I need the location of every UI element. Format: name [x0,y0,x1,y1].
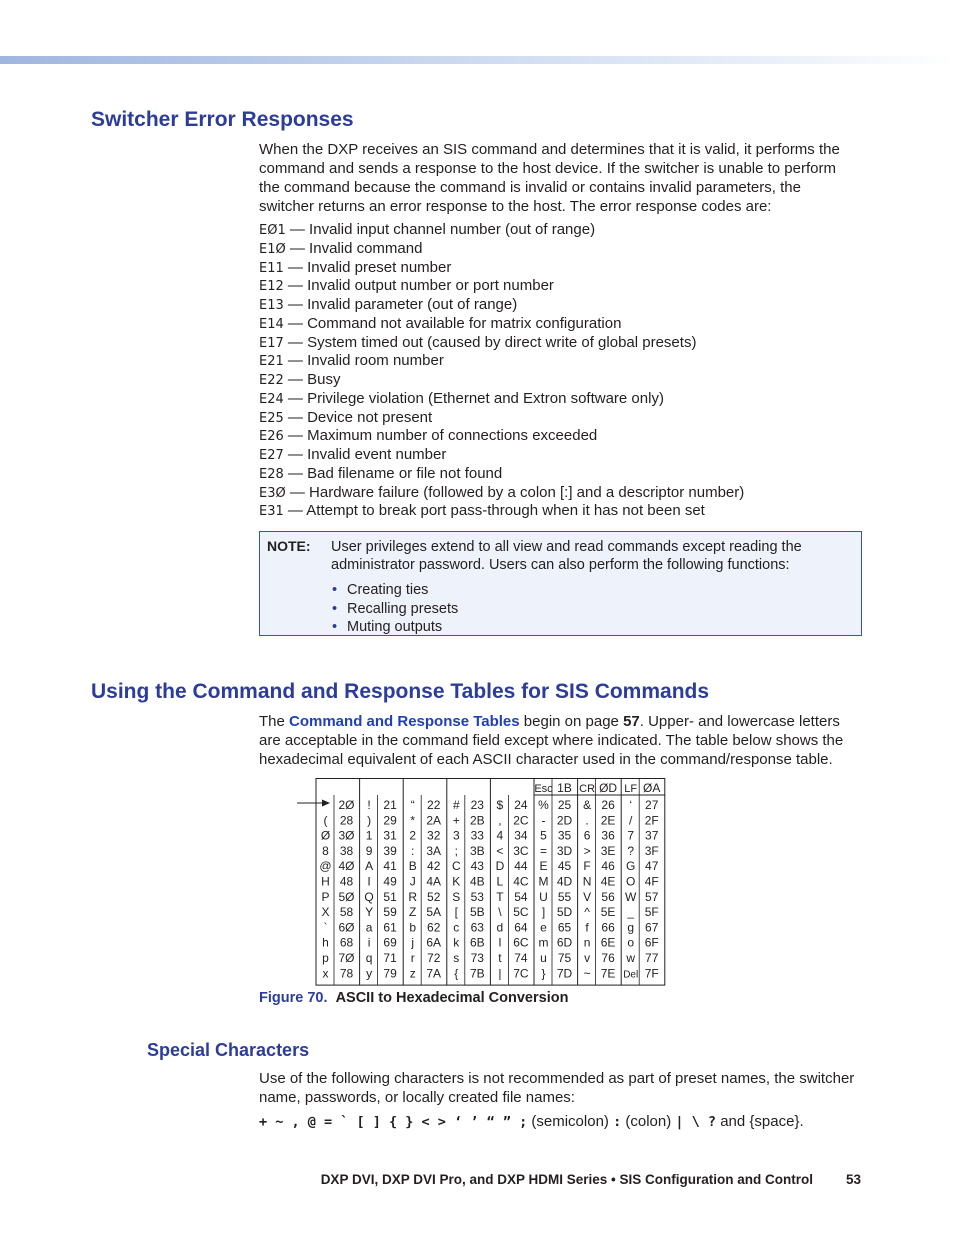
ascii-char: 7 [627,828,635,843]
ascii-char: ? [627,843,635,858]
ascii-header-char: LF [624,783,638,795]
footer-title: DXP DVI, DXP DVI Pro, and DXP HDMI Series • SIS Configuration and Control [320,1172,813,1187]
ascii-char: ` [323,920,328,935]
ascii-char: [ [454,905,458,920]
error-code: E11 [259,260,284,276]
error-description: — Attempt to break port pass-through when it has not been set [283,502,705,520]
error-code: EØ1 [259,223,286,238]
ascii-char: T [496,889,504,904]
colon-symbol: : [613,1114,622,1130]
ascii-hex: 53 [470,889,484,904]
error-code-row [259,296,859,315]
ascii-char: e [540,920,547,935]
error-code-row [259,502,859,521]
ascii-hex: 4Ø [338,859,355,874]
note-box [259,531,862,636]
ascii-hex: 71 [383,951,397,965]
figure-number: Figure 70. [259,990,328,1006]
ascii-char: Q [364,889,374,904]
ascii-hex: 24 [514,798,528,812]
special-characters-list [259,1113,804,1130]
ascii-char: F [583,859,591,874]
ascii-char: 9 [365,843,373,858]
ascii-hex: 5D [556,905,573,920]
ascii-hex: 68 [339,935,354,950]
ascii-hex: 39 [383,843,397,858]
ascii-hex: 4C [513,874,529,889]
ascii-char: _ [627,905,635,920]
error-code: E21 [259,354,284,370]
error-code-row [259,259,859,278]
ascii-hex: 33 [470,828,484,843]
ascii-hex: 6C [513,935,529,950]
arrow-icon [322,800,330,807]
ascii-char: y [366,966,373,981]
ascii-hex: 2E [600,813,616,828]
note-text: User privileges extend to all view and read commands except reading the administrator password. Users can also perform the following functions: [331,539,802,573]
figure-title: ASCII to Hexadecimal Conversion [335,990,569,1006]
error-description: — System timed out (caused by direct write of global presets) [283,333,697,351]
error-code: E27 [259,448,284,463]
note-list-item [332,600,458,619]
ascii-header-char: Esc [534,783,553,795]
ascii-char: + [452,813,460,828]
error-code: E1Ø [259,241,286,257]
error-description: — Bad filename or file not found [283,464,503,482]
ascii-hex: 3D [556,843,573,858]
error-code-row [259,371,859,390]
ascii-hex: 37 [645,828,659,843]
special-characters-intro: Use of the following characters is not recommended as part of preset names, the switcher name, passwords, or locally created file names: [259,1070,855,1106]
ascii-hex: 5Ø [338,889,355,904]
ascii-char: B [408,859,417,874]
ascii-hex: 79 [383,966,397,981]
tail-symbols: | \ ? [675,1114,717,1130]
ascii-hex: 28 [339,813,354,828]
note-item-text: Recalling presets [347,600,459,617]
ascii-char: L [496,874,504,889]
error-code: E31 [259,504,284,520]
ascii-char: , [498,813,502,828]
ascii-hex: 5F [644,905,659,920]
ascii-char: A [365,859,374,874]
ascii-hex: 22 [427,798,441,812]
ascii-char: * [410,813,416,828]
ascii-hex: 32 [427,828,441,843]
error-code: E26 [259,429,284,445]
ascii-char: l [498,935,502,950]
ascii-char: 1 [365,828,373,843]
ascii-hex: 63 [470,920,484,935]
ascii-char: t [498,951,502,965]
ascii-char: c [453,920,460,935]
ascii-hex: 49 [383,874,397,889]
ascii-char: n [583,935,591,950]
ascii-char: M [538,874,549,889]
ascii-hex: 5E [600,905,616,920]
ascii-hex: 77 [645,951,659,965]
ascii-hex: 35 [557,828,572,843]
ascii-hex: 58 [339,905,354,920]
ascii-hex: 36 [601,828,615,843]
ascii-char: 2 [409,828,417,843]
ascii-hex: 3Ø [338,828,355,843]
ascii-hex: 64 [514,920,528,935]
ascii-char: q [365,951,373,965]
ascii-hex: 6F [644,935,659,950]
ascii-hex: 29 [383,813,397,828]
ascii-hex: 4E [600,874,616,889]
ascii-hex: 73 [470,951,484,965]
page-number: 53 [846,1172,862,1187]
ascii-hex: 42 [427,859,441,874]
bullet-icon: • [332,619,338,635]
ascii-hex: 34 [514,828,528,843]
ascii-char: o [627,935,635,950]
error-code-row [259,221,859,240]
ascii-char: a [365,920,373,935]
ascii-hex: 2C [513,813,529,828]
ascii-char: m [538,935,549,950]
note-item-text: Muting outputs [347,619,443,635]
ascii-hex: 74 [514,951,528,965]
error-code: E13 [259,298,284,313]
ascii-hex: 31 [383,828,397,843]
ascii-hex: 66 [601,920,615,935]
page-reference: 57 [623,713,640,730]
error-code-list [259,221,859,521]
error-code-row [259,427,859,446]
ascii-char: ] [541,905,546,920]
note-list [332,581,458,637]
ascii-char: w [626,951,636,965]
ascii-hex: 2D [556,813,573,828]
ascii-hex: 7Ø [338,951,355,965]
ascii-char: f [585,920,589,935]
ascii-hex: 2B [469,813,485,828]
ascii-hex: 7E [600,966,616,981]
ascii-char: 5 [540,828,547,843]
command-tables-intro [259,712,857,769]
ascii-hex: 76 [601,951,615,965]
error-code-row [259,315,859,334]
ascii-char: % [538,798,549,812]
intro-text-3: . Upper- and lowercase letters are acceptable in the command field except where indicated. The table below shows the hexadecimal equivalent of each ASCII character used in the command/response table. [259,713,844,768]
ascii-char: P [321,889,330,904]
ascii-hex: 25 [557,798,572,812]
ascii-char: Ø [320,828,331,843]
ascii-char: ( [323,813,328,828]
error-description: — Hardware failure (followed by a colon [:] and a descriptor number) [285,483,745,501]
ascii-char: J [409,874,416,889]
error-code: E24 [259,391,284,407]
ascii-char: E [539,859,548,874]
bullet-icon: • [332,582,338,598]
ascii-hex: 7B [469,966,485,981]
ascii-char: v [584,951,591,965]
ascii-char: \ [498,905,502,920]
error-code: E25 [259,410,284,426]
ascii-char: ‘ [629,798,633,812]
ascii-char: g [627,920,635,935]
ascii-char: h [322,935,329,950]
ascii-hex: 4A [426,874,442,889]
ascii-char: u [540,951,547,965]
ascii-header-hex: ØD [599,781,618,795]
ascii-char: b [409,920,417,935]
error-code: E12 [259,279,284,295]
section-title-special-characters: Special Characters [147,1040,310,1060]
ascii-char: 6 [583,828,591,843]
ascii-hex: 26 [601,798,615,812]
ascii-hex: 62 [427,920,441,935]
ascii-hex: 41 [383,859,397,874]
bullet-icon: • [332,600,338,617]
ascii-char: ! [367,798,371,812]
ascii-char: k [453,935,460,950]
ascii-char: > [583,843,591,858]
ascii-char: { [454,966,459,981]
ascii-header-hex: ØA [643,781,661,795]
error-code: E22 [259,373,284,388]
ascii-hex: 44 [514,859,528,874]
ascii-hex: 5B [469,905,485,920]
ascii-hex: 3B [469,843,485,858]
ascii-hex: 6Ø [338,920,355,935]
ascii-char: s [453,951,460,965]
ascii-char: $ [496,798,504,812]
ascii-hex: 7C [513,966,529,981]
ascii-header-char: CR [579,783,596,795]
ascii-char: : [411,843,415,858]
ascii-hex: 3F [644,843,659,858]
figure-caption [259,990,568,1006]
ascii-hex: 4D [556,874,573,889]
ascii-hex: 38 [339,843,354,858]
ascii-char: | [498,966,502,981]
ascii-char: ^ [584,905,590,920]
ascii-char: U [539,889,548,904]
ascii-hex: 4F [644,874,659,889]
ascii-hex: 47 [645,859,659,874]
ascii-hex: 48 [339,874,354,889]
error-description: — Invalid event number [283,446,447,463]
ascii-char: j [411,935,415,950]
ascii-char: S [452,889,461,904]
ascii-header-hex: 1B [557,781,572,795]
ascii-hex: 21 [383,798,397,812]
ascii-hex: 7A [426,966,442,981]
ascii-hex: 5C [513,905,529,920]
ascii-hex: 55 [557,889,572,904]
ascii-char: & [583,798,592,812]
ascii-hex: 23 [470,798,484,812]
ascii-char: r [410,951,415,965]
ascii-char: H [321,874,330,889]
semicolon-note: (semicolon) [527,1113,614,1130]
ascii-hex: 6E [600,935,616,950]
ascii-char: @ [319,859,332,874]
ascii-hex: 78 [339,966,354,981]
ascii-char: d [496,920,504,935]
ascii-hex: 7D [556,966,573,981]
ascii-char: Del [623,969,639,981]
ascii-hex: 6D [556,935,573,950]
ascii-char: } [541,966,546,981]
ascii-hex: 46 [601,859,615,874]
ascii-hex: 43 [470,859,484,874]
ascii-char: ) [367,813,372,828]
error-code: E28 [259,466,284,482]
page-footer [0,1172,954,1192]
ascii-hex: 6A [426,935,442,950]
ascii-char: Y [365,905,374,920]
error-description: — Busy [283,371,341,388]
error-code: E14 [259,316,284,332]
error-description: — Invalid command [285,239,423,257]
error-code: E17 [259,335,284,351]
error-code-row [259,240,859,259]
error-description: — Privilege violation (Ethernet and Extron software only) [283,389,664,407]
ascii-hex: 57 [645,889,659,904]
error-description: — Invalid room number [283,352,444,370]
ascii-hex: 2Ø [338,798,355,812]
ascii-hex: 56 [601,889,615,904]
error-code-row [259,390,859,409]
ascii-hex: 54 [514,889,528,904]
ascii-hex: 45 [557,859,572,874]
error-code-row [259,277,859,296]
ascii-char: ~ [583,966,591,981]
ascii-hex: 75 [557,951,572,965]
ascii-hex: 4B [469,874,485,889]
ascii-char: < [496,843,504,858]
ascii-char: D [495,859,505,874]
ascii-hex: 59 [383,905,397,920]
ascii-hex: 61 [383,920,397,935]
tail-note: and {space}. [716,1113,804,1130]
ascii-char: C [451,859,461,874]
ascii-char: I [367,874,371,889]
ascii-char: i [367,935,371,950]
ascii-hex-table [297,778,669,981]
note-list-item [332,581,458,600]
ascii-char: G [626,859,636,874]
ascii-hex: 51 [383,889,397,904]
ascii-char: ; [454,843,458,858]
ascii-char: Z [409,905,417,920]
error-code-row [259,352,859,371]
error-description: — Invalid parameter (out of range) [283,296,518,313]
note-item-text: Creating ties [347,582,429,598]
ascii-char: R [408,889,418,904]
ascii-hex: 52 [427,889,441,904]
ascii-char: x [322,966,329,981]
error-code-row [259,484,859,503]
ascii-char: 4 [496,828,504,843]
ascii-char: O [626,874,636,889]
section-title-error-responses: Switcher Error Responses [91,108,354,131]
ascii-char: W [625,889,637,904]
section-title-command-tables: Using the Command and Response Tables for SIS Commands [91,680,710,703]
ascii-hex: 3A [426,843,442,858]
ascii-hex: 6B [469,935,485,950]
ascii-char: V [583,889,592,904]
ascii-hex: 72 [427,951,441,965]
error-description: — Maximum number of connections exceeded [283,427,598,445]
colon-note: (colon) [621,1113,676,1130]
error-code-row [259,334,859,353]
error-code: E3Ø [259,485,286,501]
ascii-hex: 69 [383,935,397,950]
ascii-char: X [321,905,330,920]
error-description: — Command not available for matrix configuration [283,314,622,332]
ascii-hex: 65 [557,920,572,935]
ascii-char: K [452,874,461,889]
ascii-hex: 7F [644,966,659,981]
ascii-char: “ [410,798,415,812]
error-description: — Invalid output number or port number [283,277,554,295]
special-symbols: + ~ , @ = ` [ ] { } < > ‘ ’ “ ” ; [259,1114,528,1130]
error-description: — Invalid preset number [283,258,452,276]
intro-text-2: begin on page [519,713,624,730]
ascii-hex: 5A [426,905,442,920]
ascii-char: p [322,951,329,965]
error-responses-intro: When the DXP receives an SIS command and determines that it is valid, it performs the command and sends a response to the host device. If the switcher is unable to perform the command because the command is invalid or contains invalid parameters, the switcher returns an error response to the host. The error response codes are: [259,141,840,215]
error-description: — Device not present [283,408,433,426]
intro-text-1: The [259,713,290,730]
ascii-char: - [541,813,546,828]
ascii-char: . [585,813,589,828]
error-code-row [259,465,859,484]
ascii-hex: 3E [600,843,616,858]
ascii-hex: 27 [645,798,659,812]
ascii-char: N [582,874,592,889]
ascii-char: = [539,843,548,858]
ascii-char: z [409,966,416,981]
note-label: NOTE: [267,538,311,554]
command-tables-link[interactable]: Command and Response Tables [289,713,520,730]
error-code-row [259,446,859,465]
ascii-hex: 3C [513,843,529,858]
header-accent-bar [0,56,954,64]
error-description: — Invalid input channel number (out of range) [285,221,596,238]
ascii-char: / [629,813,633,828]
ascii-hex: 2F [644,813,659,828]
ascii-char: 8 [322,843,329,858]
ascii-char: 3 [452,828,460,843]
ascii-hex: 67 [645,920,659,935]
ascii-hex: 2A [426,813,442,828]
error-code-row [259,409,859,428]
note-list-item [332,618,458,637]
ascii-char: # [452,798,460,812]
